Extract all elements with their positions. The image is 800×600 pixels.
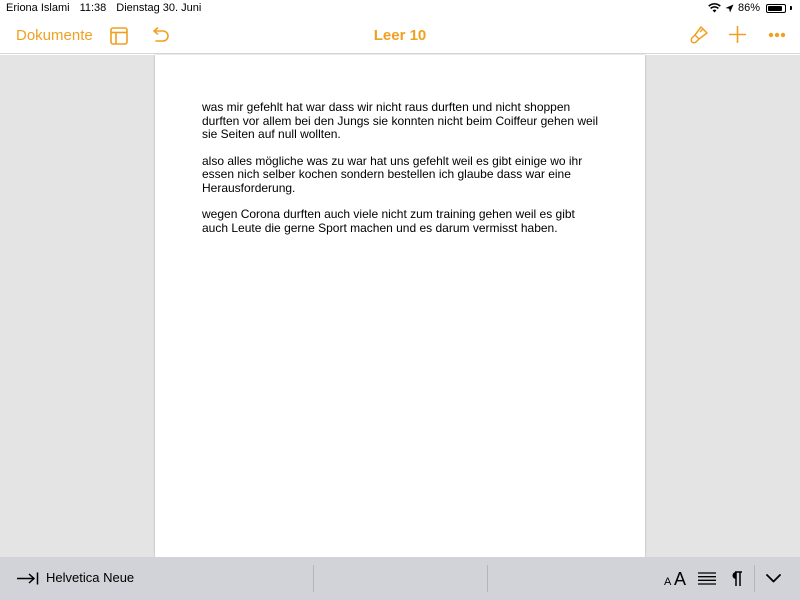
status-date: Dienstag 30. Juni (116, 2, 202, 14)
svg-text:A: A (674, 570, 687, 587)
documents-button[interactable]: Dokumente (16, 27, 93, 44)
format-brush-icon[interactable] (689, 25, 709, 45)
chevron-down-icon[interactable] (766, 574, 781, 583)
shortcut-bar (0, 557, 800, 600)
align-justify-icon[interactable] (698, 572, 716, 585)
battery-percent: 86% (737, 2, 760, 14)
wifi-icon (708, 3, 721, 13)
document-body[interactable] (202, 101, 602, 248)
document-canvas[interactable] (0, 55, 800, 557)
divider (313, 565, 314, 592)
status-bar (0, 0, 800, 16)
undo-icon[interactable] (151, 27, 169, 43)
divider (487, 565, 488, 592)
carrier-name: Eriona Islami (6, 2, 70, 14)
location-icon (725, 4, 734, 13)
view-options-icon[interactable] (110, 27, 128, 45)
tab-icon[interactable] (17, 572, 39, 585)
status-time: 11:38 (79, 2, 107, 14)
battery-icon (766, 4, 786, 13)
document-title[interactable]: Leer 10 (373, 27, 427, 44)
paragraph-1[interactable]: was mir gefehlt hat war dass wir nicht raus durften und nicht shoppen durften vor allem bei den Jungs sie konnten nicht beim Coiffeur gehen weil sie Seiten auf null wollten. (202, 100, 599, 141)
font-size-icon[interactable] (664, 570, 690, 587)
svg-text:A: A (664, 576, 672, 587)
toolbar (0, 16, 800, 54)
add-icon[interactable] (729, 26, 746, 43)
more-icon[interactable] (768, 32, 786, 38)
divider (754, 565, 755, 592)
font-selector[interactable]: Helvetica Neue (46, 570, 135, 585)
paragraph-2[interactable]: also alles mögliche was zu war hat uns gefehlt weil es gibt einige wo ihr essen nich selber kochen sondern bestellen ich glaube dass war eine Herausforderung. (202, 153, 583, 195)
paragraph-3[interactable]: wegen Corona durften auch viele nicht zum training gehen weil es gibt auch Leute die gerne Sport machen und es darum vermisst haben. (202, 207, 575, 235)
document-page[interactable] (155, 55, 645, 557)
pilcrow-icon[interactable] (731, 571, 743, 587)
